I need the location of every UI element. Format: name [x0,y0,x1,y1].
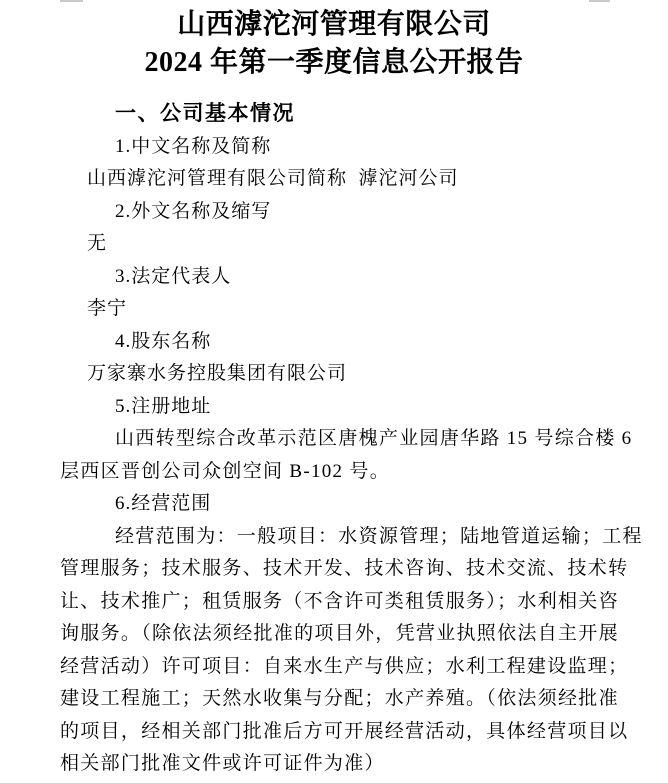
item-legal-representative-label: 3.法定代表人 [115,265,232,287]
report-title [0,6,668,82]
item-business-scope-line: 相关部门批准文件或许可证件为准） [60,753,385,774]
section-heading: 一、公司基本情况 [115,102,295,125]
item-chinese-name-value: 山西滹沱河管理有限公司简称 滹沱河公司 [87,168,459,189]
item-business-scope-line: 的项目，经相关部门批准后方可开展经营活动，具体经营项目以 [60,720,629,742]
top-edge-artifact-right [589,0,610,2]
report-title-line1: 山西滹沱河管理有限公司 [177,9,491,40]
item-shareholder-value: 万家寨水务控股集团有限公司 [87,363,348,384]
item-foreign-name-value: 无 [87,233,108,254]
item-legal-representative-value: 李宁 [87,298,128,319]
item-business-scope-label: 6.经营范围 [115,493,212,514]
item-shareholder-label: 4.股东名称 [115,330,212,352]
item-registered-address-line: 山西转型综合改革示范区唐槐产业园唐华路 15 号综合楼 6 [115,428,633,449]
item-business-scope-line: 让、技术推广；租赁服务（不含许可类租赁服务）；水利相关咨 [60,590,619,612]
top-edge-artifact-left [60,0,83,2]
item-business-scope-line: 管理服务；技术服务、技术开发、技术咨询、技术交流、技术转 [60,558,629,579]
report-title-line2: 2024 年第一季度信息公开报告 [144,47,524,78]
item-foreign-name-label: 2.外文名称及缩写 [115,200,272,222]
item-chinese-name-label: 1.中文名称及简称 [115,135,272,157]
item-registered-address-label: 5.注册地址 [115,395,212,417]
item-business-scope-line: 经营范围为：一般项目：水资源管理；陆地管道运输；工程 [115,525,643,547]
item-business-scope-line: 经营活动）许可项目：自来水生产与供应；水利工程建设监理； [60,655,629,677]
item-registered-address-line: 层西区晋创公司众创空间 B-102 号。 [60,460,391,482]
report-body [60,98,645,781]
item-business-scope-line: 建设工程施工；天然水收集与分配；水产养殖。（依法须经批准 [60,688,619,709]
item-business-scope-line: 询服务。（除依法须经批准的项目外，凭营业执照依法自主开展 [60,623,619,644]
